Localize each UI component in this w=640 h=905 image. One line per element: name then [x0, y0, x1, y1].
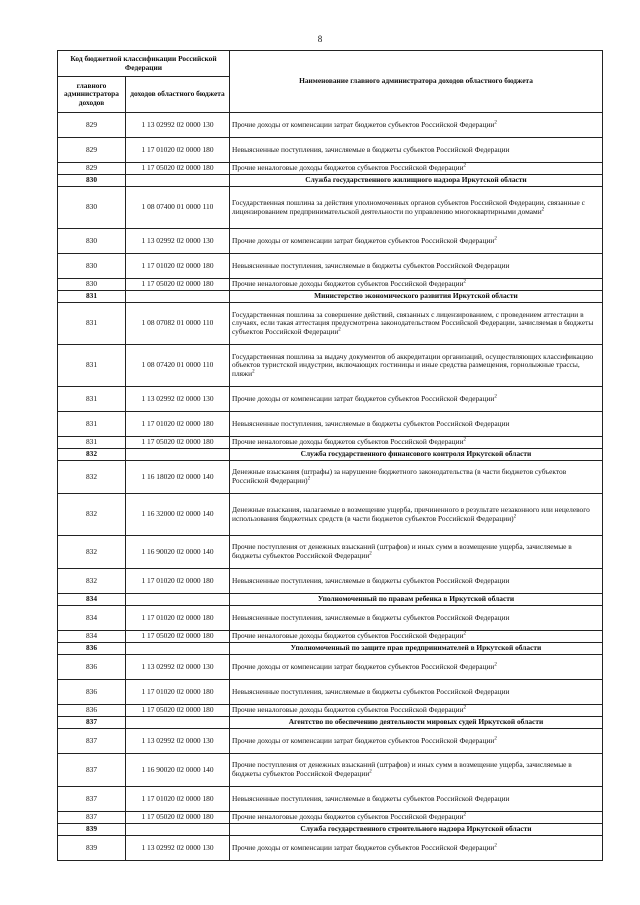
income-name-text: Прочие поступления от денежных взысканий (штрафов) и иных сумм в возмещение ущерба, зачисляемые в бюджеты субъектов Российской Федерации: [232, 760, 572, 778]
section-header-row: [58, 594, 603, 606]
footnote-marker: 2: [494, 736, 497, 742]
income-code-cell: 1 13 02992 02 0000 130: [126, 729, 230, 754]
income-name-text: Невыясненные поступления, зачисляемые в бюджеты субъектов Российской Федерации: [232, 144, 510, 154]
admin-code-cell: 829: [58, 113, 126, 138]
table-row: [58, 569, 603, 594]
income-name-cell: [230, 812, 603, 824]
income-name-cell: [230, 254, 603, 279]
footnote-marker: 2: [463, 437, 467, 443]
table-row: [58, 254, 603, 279]
budget-classification-table: [57, 50, 603, 861]
income-code-cell: [126, 594, 230, 606]
income-name-text: Агентство по обеспечению деятельности мировых судей Иркутской области: [288, 717, 544, 727]
footnote-marker: 2: [338, 327, 341, 333]
table-row: [58, 606, 603, 631]
income-code-cell: 1 17 05020 02 0000 180: [126, 279, 230, 291]
table-row: [58, 812, 603, 824]
administrator-name-cell: [230, 717, 603, 729]
income-code-cell: [126, 717, 230, 729]
table-row: [58, 494, 603, 536]
footnote-marker: 2: [541, 207, 545, 213]
table-body: [58, 113, 603, 861]
admin-code-cell: 830: [58, 187, 126, 229]
income-name-text: Служба государственного строительного надзора Иркутской области: [300, 824, 532, 834]
admin-code-cell: 834: [58, 606, 126, 631]
income-name-cell: [230, 437, 603, 449]
income-name-text: Невыясненные поступления, зачисляемые в бюджеты субъектов Российской Федерации: [232, 686, 510, 696]
income-name-text: Уполномоченный по правам ребенка в Иркутской области: [317, 594, 515, 604]
admin-code-cell: 832: [58, 569, 126, 594]
income-name-text: Служба государственного жилищного надзора Иркутской области: [305, 175, 527, 185]
table-row: [58, 836, 603, 861]
income-code-cell: 1 17 05020 02 0000 180: [126, 705, 230, 717]
table-row: [58, 437, 603, 449]
administrator-name-cell: [230, 175, 603, 187]
income-name-cell: [230, 536, 603, 569]
header-name-column: Наименование главного администратора доходов областного бюджета: [230, 51, 603, 113]
table-row: [58, 461, 603, 494]
income-code-cell: 1 13 02992 02 0000 130: [126, 387, 230, 412]
income-code-cell: 1 16 32000 02 0000 140: [126, 494, 230, 536]
table-row: [58, 163, 603, 175]
income-name-text: Государственная пошлина за совершение действий, связанных с лицензированием, с проведением аттестации в случаях, если такая аттестация предусмотрена законодательством Российской Федерации, зачисляемая в бюджеты субъектов Российской Федерации: [232, 309, 594, 336]
income-name-text: Невыясненные поступления, зачисляемые в бюджеты субъектов Российской Федерации: [232, 418, 510, 428]
admin-code-cell: 829: [58, 138, 126, 163]
table-row: [58, 138, 603, 163]
income-name-text: Уполномоченный по защите прав предпринимателей в Иркутской области: [290, 643, 542, 653]
income-code-cell: 1 08 07400 01 0000 110: [126, 187, 230, 229]
income-name-text: Прочие неналоговые доходы бюджетов субъектов Российской Федерации: [232, 437, 464, 447]
page-number: 8: [317, 34, 323, 44]
footnote-marker: 2: [513, 514, 517, 520]
table-row: [58, 412, 603, 437]
admin-code-cell: 831: [58, 412, 126, 437]
income-code-cell: 1 17 01020 02 0000 180: [126, 569, 230, 594]
income-name-cell: [230, 494, 603, 536]
administrator-name-cell: [230, 824, 603, 836]
footnote-marker: 2: [369, 551, 372, 557]
income-code-cell: 1 17 01020 02 0000 180: [126, 412, 230, 437]
administrator-name-cell: [230, 643, 603, 655]
administrator-name-cell: [230, 594, 603, 606]
admin-code-cell: 831: [58, 437, 126, 449]
income-code-cell: 1 17 01020 02 0000 180: [126, 138, 230, 163]
section-header-row: [58, 175, 603, 187]
admin-code-cell: 834: [58, 631, 126, 643]
income-name-cell: [230, 138, 603, 163]
income-code-cell: 1 13 02992 02 0000 130: [126, 836, 230, 861]
administrator-name-cell: [230, 449, 603, 461]
footnote-marker: 2: [494, 120, 497, 126]
income-code-cell: 1 16 18020 02 0000 140: [126, 461, 230, 494]
income-code-cell: [126, 824, 230, 836]
admin-code-cell: 831: [58, 303, 126, 345]
admin-code-cell: 832: [58, 461, 126, 494]
income-name-cell: [230, 461, 603, 494]
footnote-marker: 2: [494, 394, 497, 400]
income-name-text: Невыясненные поступления, зачисляемые в бюджеты субъектов Российской Федерации: [232, 612, 510, 622]
income-name-text: Прочие поступления от денежных взысканий (штрафов) и иных сумм в возмещение ущерба, зачисляемые в бюджеты субъектов Российской Федерации: [232, 542, 572, 560]
footnote-marker: 2: [463, 812, 467, 818]
income-name-cell: [230, 631, 603, 643]
income-code-cell: [126, 175, 230, 187]
income-name-cell: [230, 655, 603, 680]
income-name-text: Государственная пошлина за действия уполномоченных органов субъектов Российской Федерации, связанные с лицензированием предпринимательской деятельности по управлению многоквартирными домами: [232, 197, 585, 216]
footnote-marker: 2: [463, 705, 467, 711]
admin-code-cell: 831: [58, 387, 126, 412]
income-name-text: Прочие неналоговые доходы бюджетов субъектов Российской Федерации: [232, 163, 464, 173]
admin-code-cell: 839: [58, 836, 126, 861]
income-name-cell: [230, 163, 603, 175]
table-row: [58, 303, 603, 345]
income-code-cell: 1 13 02992 02 0000 130: [126, 229, 230, 254]
footnote-marker: 2: [494, 662, 497, 668]
income-name-cell: [230, 187, 603, 229]
admin-code-cell: 832: [58, 494, 126, 536]
header-group-label: Код бюджетной классификации Российской Федерации: [58, 51, 230, 77]
table-row: [58, 187, 603, 229]
income-code-cell: 1 17 01020 02 0000 180: [126, 787, 230, 812]
admin-code-cell: 839: [58, 824, 126, 836]
income-name-cell: [230, 569, 603, 594]
income-code-cell: 1 17 01020 02 0000 180: [126, 680, 230, 705]
income-name-text: Министерство экономического развития Иркутской области: [314, 291, 518, 301]
footnote-marker: 2: [252, 369, 255, 375]
income-name-cell: [230, 606, 603, 631]
income-code-cell: 1 13 02992 02 0000 130: [126, 655, 230, 680]
income-code-cell: [126, 643, 230, 655]
income-name-cell: [230, 229, 603, 254]
income-code-cell: 1 17 05020 02 0000 180: [126, 631, 230, 643]
income-name-cell: [230, 836, 603, 861]
income-code-cell: 1 13 02992 02 0000 130: [126, 113, 230, 138]
income-name-text: Служба государственного финансового контроля Иркутской области: [300, 449, 532, 459]
table-row: [58, 229, 603, 254]
admin-code-cell: 837: [58, 787, 126, 812]
admin-code-cell: 837: [58, 812, 126, 824]
table-row: [58, 729, 603, 754]
admin-code-cell: 837: [58, 717, 126, 729]
table-row: [58, 631, 603, 643]
admin-code-cell: 829: [58, 163, 126, 175]
admin-code-cell: 837: [58, 754, 126, 787]
footnote-marker: 2: [463, 279, 467, 285]
admin-code-cell: 831: [58, 345, 126, 387]
income-name-text: Денежные взыскания (штрафы) за нарушение бюджетного законодательства (в части бюджетов субъектов Российской Федерации): [232, 467, 567, 485]
income-code-cell: [126, 449, 230, 461]
table-row: [58, 387, 603, 412]
footnote-marker: 2: [463, 163, 467, 169]
income-name-cell: [230, 113, 603, 138]
income-name-cell: [230, 303, 603, 345]
administrator-name-cell: [230, 291, 603, 303]
income-code-cell: 1 17 05020 02 0000 180: [126, 163, 230, 175]
admin-code-cell: 832: [58, 449, 126, 461]
admin-code-cell: 836: [58, 680, 126, 705]
footnote-marker: 2: [369, 769, 372, 775]
income-code-cell: 1 17 05020 02 0000 180: [126, 437, 230, 449]
income-code-cell: 1 08 07420 01 0000 110: [126, 345, 230, 387]
admin-code-cell: 837: [58, 729, 126, 754]
admin-code-cell: 836: [58, 705, 126, 717]
income-name-text: Прочие неналоговые доходы бюджетов субъектов Российской Федерации: [232, 705, 464, 715]
income-name-text: Денежные взыскания, налагаемые в возмещение ущерба, причиненного в результате незаконного или нецелевого использования бюджетных средств (в части бюджетов субъектов Российской Федерации): [232, 504, 590, 523]
section-header-row: [58, 291, 603, 303]
income-name-cell: [230, 705, 603, 717]
admin-code-cell: 834: [58, 594, 126, 606]
income-name-cell: [230, 754, 603, 787]
table-row: [58, 536, 603, 569]
section-header-row: [58, 717, 603, 729]
income-name-text: Прочие доходы от компенсации затрат бюджетов субъектов Российской Федерации: [232, 661, 495, 671]
income-name-cell: [230, 387, 603, 412]
table-row: [58, 113, 603, 138]
income-name-text: Прочие доходы от компенсации затрат бюджетов субъектов Российской Федерации: [232, 735, 495, 745]
table-row: [58, 754, 603, 787]
income-name-text: Прочие неналоговые доходы бюджетов субъектов Российской Федерации: [232, 279, 464, 289]
income-name-text: Прочие доходы от компенсации затрат бюджетов субъектов Российской Федерации: [232, 842, 495, 852]
table-row: [58, 787, 603, 812]
admin-code-cell: 832: [58, 536, 126, 569]
income-name-cell: [230, 729, 603, 754]
income-name-cell: [230, 279, 603, 291]
income-name-text: Прочие доходы от компенсации затрат бюджетов субъектов Российской Федерации: [232, 119, 495, 129]
income-name-cell: [230, 680, 603, 705]
income-name-text: Невыясненные поступления, зачисляемые в бюджеты субъектов Российской Федерации: [232, 575, 510, 585]
admin-code-cell: 831: [58, 291, 126, 303]
income-name-text: Невыясненные поступления, зачисляемые в бюджеты субъектов Российской Федерации: [232, 793, 510, 803]
income-name-text: Прочие доходы от компенсации затрат бюджетов субъектов Российской Федерации: [232, 235, 495, 245]
admin-code-cell: 836: [58, 655, 126, 680]
income-name-text: Прочие неналоговые доходы бюджетов субъектов Российской Федерации: [232, 812, 464, 822]
table-row: [58, 345, 603, 387]
income-code-cell: 1 17 01020 02 0000 180: [126, 606, 230, 631]
table-row: [58, 279, 603, 291]
income-name-text: Прочие неналоговые доходы бюджетов субъектов Российской Федерации: [232, 631, 464, 641]
footnote-marker: 2: [307, 476, 311, 482]
section-header-row: [58, 824, 603, 836]
income-name-text: Государственная пошлина за выдачу документов об аккредитации организаций, осуществляющих классификацию объектов туристской индустрии, включающих гостиницы и иные средства размещения, горнолыжные трассы, пляжи: [232, 351, 594, 378]
income-code-cell: [126, 291, 230, 303]
section-header-row: [58, 643, 603, 655]
table-row: [58, 655, 603, 680]
header-admin-column: главного администратора доходов: [58, 77, 126, 113]
table-row: [58, 705, 603, 717]
income-name-cell: [230, 412, 603, 437]
income-code-cell: 1 17 05020 02 0000 180: [126, 812, 230, 824]
income-name-text: Прочие доходы от компенсации затрат бюджетов субъектов Российской Федерации: [232, 393, 495, 403]
admin-code-cell: 836: [58, 643, 126, 655]
income-code-cell: 1 08 07082 01 0000 110: [126, 303, 230, 345]
income-code-cell: 1 16 90020 02 0000 140: [126, 536, 230, 569]
income-name-cell: [230, 787, 603, 812]
table-row: [58, 680, 603, 705]
admin-code-cell: 830: [58, 229, 126, 254]
income-code-cell: 1 17 01020 02 0000 180: [126, 254, 230, 279]
footnote-marker: 2: [494, 236, 497, 242]
admin-code-cell: 830: [58, 279, 126, 291]
section-header-row: [58, 449, 603, 461]
income-name-cell: [230, 345, 603, 387]
income-name-text: Невыясненные поступления, зачисляемые в бюджеты субъектов Российской Федерации: [232, 260, 510, 270]
footnote-marker: 2: [494, 843, 497, 849]
admin-code-cell: 830: [58, 175, 126, 187]
admin-code-cell: 830: [58, 254, 126, 279]
income-code-cell: 1 16 90020 02 0000 140: [126, 754, 230, 787]
header-income-column: доходов областного бюджета: [126, 77, 230, 113]
footnote-marker: 2: [463, 631, 467, 637]
